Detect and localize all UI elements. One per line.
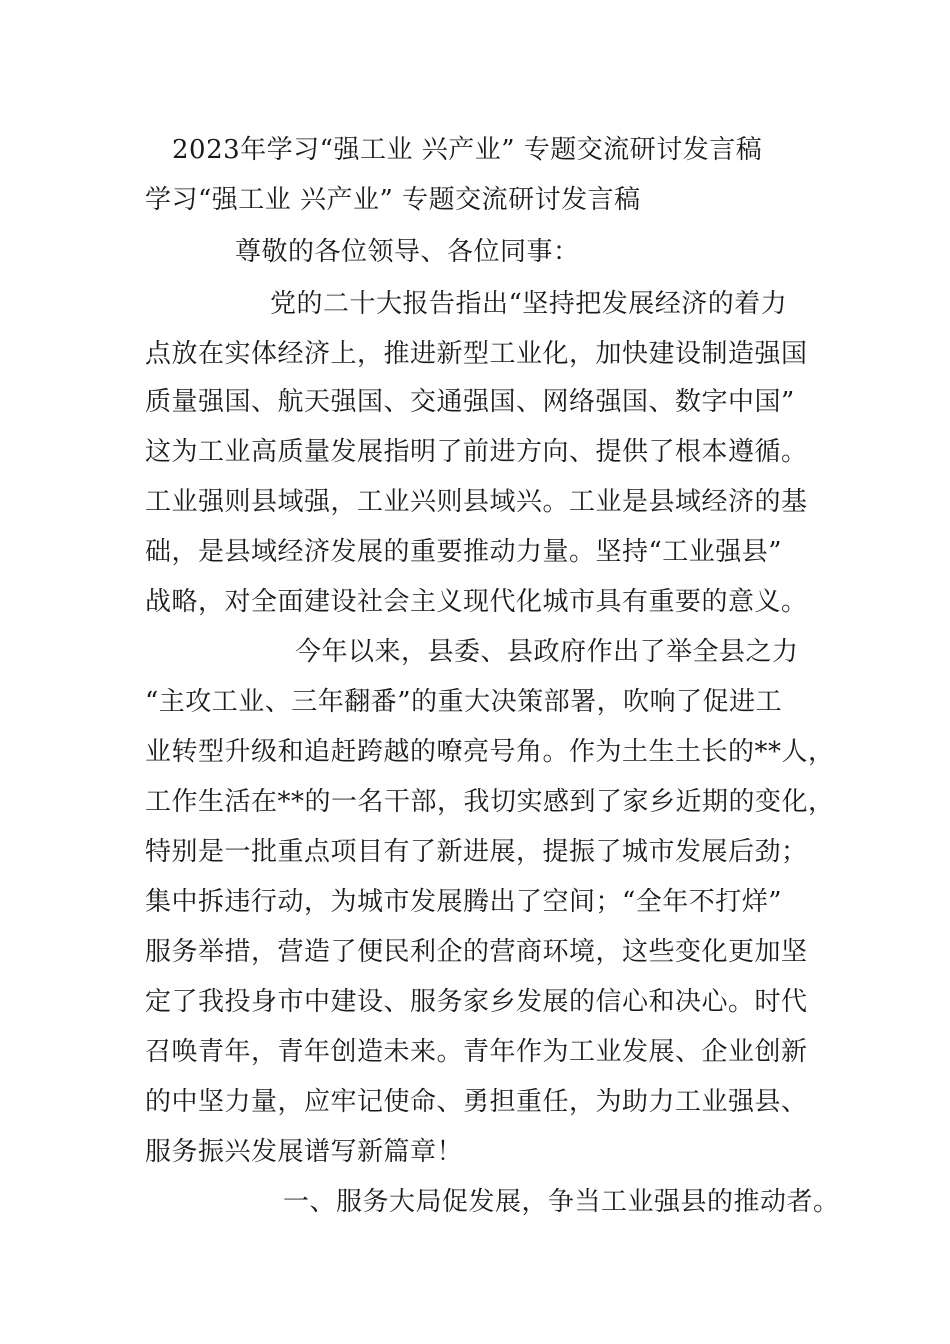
- paragraph-line: 召唤青年，青年创造未来。青年作为工业发展、企业创新: [145, 1037, 808, 1067]
- paragraph-line: 点放在实体经济上，推进新型工业化，加快建设制造强国: [145, 339, 808, 369]
- paragraph-line: 集中拆违行动，为城市发展腾出了空间；“全年不打烊”: [145, 887, 783, 917]
- paragraph-line: 的中坚力量，应牢记使命、勇担重任，为助力工业强县、: [145, 1087, 808, 1117]
- paragraph-line: 服务举措，营造了便民利企的营商环境，这些变化更加坚: [145, 937, 808, 967]
- section-heading: 一、服务大局促发展，争当工业强县的推动者。: [283, 1187, 840, 1217]
- paragraph-line: 质量强国、航天强国、交通强国、网络强国、数字中国”: [145, 387, 795, 417]
- paragraph-line: “主攻工业、三年翻番”的重大决策部署，吹响了促进工: [145, 687, 783, 717]
- paragraph-line: 工作生活在**的一名干部，我切实感到了家乡近期的变化，: [145, 787, 835, 817]
- paragraph-line: 今年以来，县委、县政府作出了举全县之力: [295, 637, 799, 667]
- paragraph-line: 业转型升级和追赶跨越的嘹亮号角。作为土生土长的**人，: [145, 737, 835, 767]
- paragraph-line: 服务振兴发展谱写新篇章！: [145, 1137, 464, 1167]
- paragraph-line: 工业强则县域强，工业兴则县域兴。工业是县域经济的基: [145, 487, 808, 517]
- paragraph-line: 党的二十大报告指出“坚持把发展经济的着力: [270, 289, 788, 319]
- document-subtitle: 学习“强工业 兴产业” 专题交流研讨发言稿: [145, 185, 641, 215]
- paragraph-line: 战略，对全面建设社会主义现代化城市具有重要的意义。: [145, 587, 808, 617]
- salutation: 尊敬的各位领导、各位同事：: [235, 237, 580, 267]
- paragraph-line: 特别是一批重点项目有了新进展，提振了城市发展后劲；: [145, 837, 808, 867]
- paragraph-line: 础，是县域经济发展的重要推动力量。坚持“工业强县”: [145, 537, 783, 567]
- document-main-title: 2023年学习“强工业 兴产业” 专题交流研讨发言稿: [172, 135, 763, 165]
- paragraph-line: 这为工业高质量发展指明了前进方向、提供了根本遵循。: [145, 437, 808, 467]
- paragraph-line: 定了我投身市中建设、服务家乡发展的信心和决心。时代: [145, 987, 808, 1017]
